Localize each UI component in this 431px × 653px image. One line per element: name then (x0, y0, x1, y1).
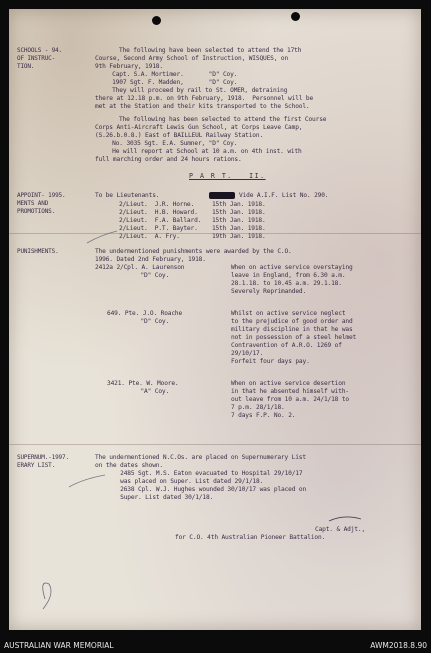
text-line: Super. List dated 30/1/18. (113, 494, 214, 501)
text-line: No. 3035 Sgt. E.A. Sumner, "D" Coy. (105, 140, 238, 147)
offence-line: Severely Reprimanded. (231, 288, 307, 295)
offence-line: When on active service overstaying (231, 264, 353, 271)
soldier-line: 649. Pte. J.O. Roache (107, 310, 183, 317)
soldier-line: 3421. Pte. W. Moore. (107, 380, 179, 387)
text-line: 2485 Sgt. M.S. Eaton evacuated to Hospital 29/10/17 (113, 470, 303, 477)
part-heading: P A R T. II. (189, 172, 266, 180)
archive-footer (0, 638, 431, 653)
text-line: They will proceed by rail to St. OMER, detraining (105, 87, 288, 94)
section-label: ERARY LIST. (17, 462, 56, 469)
text-line: there at 12.18 p.m. on 9th February, 1918. Personnel will be (95, 95, 314, 102)
archive-id: AWM2018.8.90 (370, 641, 427, 650)
text-line: met at the Station and their kits transported to the School. (95, 103, 310, 110)
text-line: The undermentioned N.C.Os. are placed on Supernumerary List (95, 454, 306, 461)
text-line: 9th February, 1918. (95, 63, 163, 70)
offence-line: out leave from 10 a.m. 24/1/18 to (231, 396, 349, 403)
text-line: Corps Anti-Aircraft Lewis Gun School, at Corps Leave Camp, (95, 124, 303, 131)
text-line: Vide A.I.F. List No. 290. (239, 192, 329, 199)
signature-line: for C.O. 4th Australian Pioneer Battalion. (175, 534, 326, 541)
pencil-annotations (9, 9, 421, 630)
text-line: He will report at School at 10 a.m. on 4th inst. with (105, 148, 302, 155)
soldier-line: "D" Coy. (119, 272, 170, 279)
offence-line: Contravention of A.R.O. 1269 of (231, 342, 342, 349)
pencil-stroke (87, 231, 117, 243)
text-line: was placed on Super. List dated 29/1/18. (113, 478, 264, 485)
section-label: SCHOOLS - 94. (17, 47, 63, 54)
section-label: SUPERNUM.-1997. (17, 454, 69, 461)
text-line: The undermentioned punishments were awarded by the C.O. (95, 248, 292, 255)
document-page (9, 9, 421, 630)
text-line: To be Lieutenants. (95, 192, 160, 199)
offence-line: 29/10/17. (231, 350, 264, 357)
pencil-stroke (69, 475, 105, 487)
typed-order (9, 9, 421, 630)
appointment-row: 2/Lieut. J.R. Horne. 15th Jan. 1918. (119, 201, 266, 208)
section-label: PROMOTIONS. (17, 208, 56, 215)
text-line: (S.26.b.0.8.) East of BAILLEUL Railway Station. (95, 132, 264, 139)
text-line: on the dates shown. (95, 462, 163, 469)
text-line: full marching order and 24 hours rations. (95, 156, 242, 163)
section-label: MENTS AND (17, 200, 49, 207)
pencil-stroke (43, 583, 51, 609)
soldier-line: 2412a 2/Cpl. A. Laurenson (95, 264, 185, 271)
signature-title: Capt. & Adjt., (315, 526, 366, 533)
text-line: 2638 Cpl. W.J. Hughes wounded 30/10/17 was placed on (113, 486, 307, 493)
offence-line: 7 days F.P. No. 2. (231, 412, 296, 419)
soldier-line: "A" Coy. (119, 388, 170, 395)
offence-line: not in possession of a steel helmet (231, 334, 357, 341)
text-line: The following has been selected to attend the first Course (119, 116, 327, 123)
offence-line: military discipline in that he was (231, 326, 353, 333)
section-label: APPOINT- 1995. (17, 192, 66, 199)
offence-line: 7 p.m. 28/1/18. (231, 404, 285, 411)
signature-scribble (329, 517, 361, 521)
text-line: 1996. Dated 2nd February, 1918. (95, 256, 206, 263)
offence-line: When on active service desertion (231, 380, 346, 387)
offence-line: in that he absented himself with- (231, 388, 349, 395)
section-label: PUNISHMENTS. (17, 248, 59, 255)
text-line: The following have been selected to attend the 17th (119, 47, 302, 54)
soldier-line: "D" Coy. (119, 318, 170, 325)
text-line: Course, Second Army School of Instruction, WISQUES, on (95, 55, 289, 62)
archive-name: AUSTRALIAN WAR MEMORIAL (4, 641, 114, 650)
offence-line: Whilst on active service neglect (231, 310, 346, 317)
appointment-row: 2/Lieut. P.T. Bayter. 15th Jan. 1918. (119, 225, 266, 232)
section-label: TION. (17, 63, 35, 70)
section-label: OF INSTRUC- (17, 55, 56, 62)
text-line: 1907 Sgt. F. Madden, "D" Coy. (105, 79, 238, 86)
appointment-row: 2/Lieut. H.B. Howard. 15th Jan. 1918. (119, 209, 266, 216)
offence-line: leave in England, from 6.30 a.m. (231, 272, 346, 279)
appointment-row: 2/Lieut. A. Fry. 19th Jan. 1918. (119, 233, 266, 240)
appointment-row: 2/Lieut. F.A. Ballard. 15th Jan. 1918. (119, 217, 266, 224)
offence-line: 28.1.18. to 10.45 a.m. 29.1.18. (231, 280, 342, 287)
offence-line: Forfeit four days pay. (231, 358, 310, 365)
text-line: Capt. S.A. Mortimer. "D" Coy. (105, 71, 238, 78)
offence-line: to the prejudice of good order and (231, 318, 353, 325)
